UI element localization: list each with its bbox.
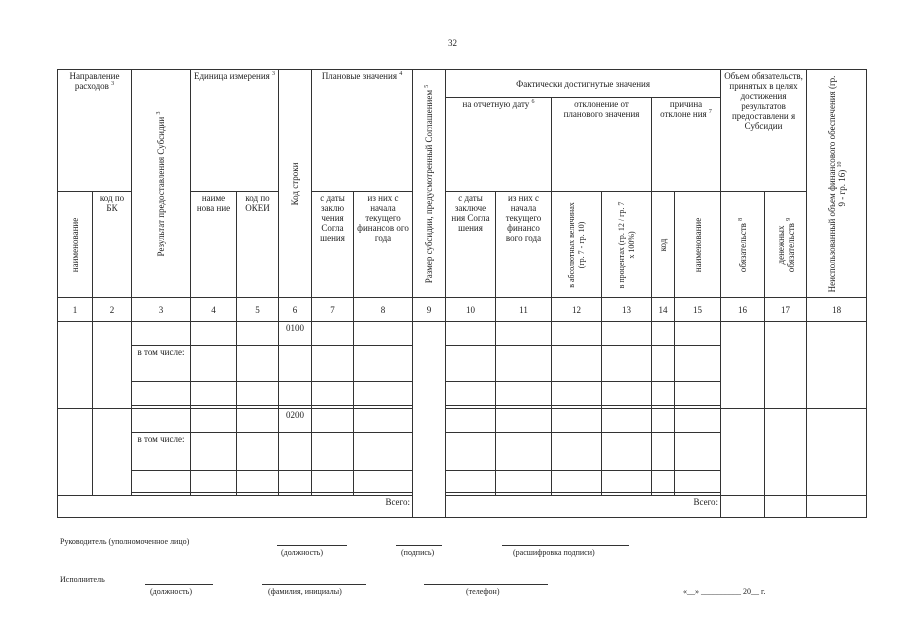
empty-cell: [602, 322, 652, 346]
report-table: [57, 69, 867, 518]
header-kod-bk: код по БК: [93, 192, 132, 298]
podpis-caption: (подпись): [401, 548, 435, 557]
rasshifrovka-caption: (расшифровка подписи): [513, 548, 595, 557]
column-number: 11: [496, 298, 552, 322]
header-edinica: Единица измерения $^3$: [191, 70, 279, 192]
header-prichina-naimenovanie: наименование: [675, 192, 721, 298]
header-v-absolyutnyh: в абсолютных величинах (гр. 7 - гр. 10): [552, 192, 602, 298]
header-denezhnyh: денежных обязательств $^9$: [765, 192, 807, 298]
header-ed-naimenovanie: наиме нова ние: [191, 192, 237, 298]
header-obyazatelstv: обязательств $^8$: [721, 192, 765, 298]
empty-cell: [675, 322, 721, 346]
empty-cell: [191, 409, 237, 433]
column-number: 16: [721, 298, 765, 322]
column-number: 3: [132, 298, 191, 322]
header-s-daty-fact: с даты заключе ния Согла шения: [446, 192, 496, 298]
column-number: 5: [237, 298, 279, 322]
empty-cell: [446, 322, 496, 346]
header-na-otchetnuyu: на отчетную дату $^6$: [446, 98, 552, 192]
header-s-daty-plan: с даты заклю чения Согла шения: [312, 192, 354, 298]
column-number: 4: [191, 298, 237, 322]
column-number: 2: [93, 298, 132, 322]
row-code: 0100: [279, 322, 312, 346]
header-planovye: Плановые значения $^4$: [312, 70, 413, 192]
empty-cell: [721, 322, 765, 409]
empty-cell: [132, 409, 191, 433]
total-label-left: Всего:: [58, 496, 413, 518]
telefon-caption: (телефон): [466, 587, 500, 596]
column-number: 7: [312, 298, 354, 322]
empty-cell: [132, 322, 191, 346]
header-obem: Объем обязательств, принятых в целях достижения результатов предоставлени я Субсидии: [721, 70, 807, 192]
column-number: 6: [279, 298, 312, 322]
empty-cell: [312, 322, 354, 346]
header-iz-nih-plan: из них с начала текущего финансов ого года: [354, 192, 413, 298]
empty-cell: [93, 322, 132, 409]
familiya-caption: (фамилия, инициалы): [268, 587, 342, 596]
column-number: 13: [602, 298, 652, 322]
column-number: 10: [446, 298, 496, 322]
header-napravlenie: Направление расходов $^3$: [58, 70, 132, 192]
ispolnitel-label: Исполнитель: [60, 575, 105, 584]
header-kod-stroki: Код строки: [279, 70, 312, 298]
column-number: 8: [354, 298, 413, 322]
header-kod: код: [652, 192, 675, 298]
empty-cell: [652, 322, 675, 346]
empty-cell: [58, 322, 93, 409]
empty-cell: [93, 409, 132, 496]
column-number: 18: [807, 298, 867, 322]
empty-cell: [413, 322, 446, 518]
header-v-procentah: в процентах (гр. 12 / гр. 7 х 100%): [602, 192, 652, 298]
column-number: 1: [58, 298, 93, 322]
total-row: [58, 496, 867, 518]
table-row: [58, 322, 867, 346]
empty-cell: [496, 322, 552, 346]
podpis-line: [396, 545, 442, 546]
empty-cell: [237, 409, 279, 433]
dolzhnost2-line: [145, 584, 213, 585]
header-fakticheski: Фактически достигнутые значения: [446, 70, 721, 98]
empty-cell: [765, 322, 807, 409]
row-code: 0200: [279, 409, 312, 433]
dolzhnost-line: [277, 545, 347, 546]
empty-cell: [237, 322, 279, 346]
empty-cell: [58, 409, 93, 496]
rasshifrovka-line: [502, 545, 629, 546]
rukovoditel-label: Руководитель (уполномоченное лицо): [60, 537, 190, 546]
telefon-line: [424, 584, 548, 585]
empty-cell: [552, 322, 602, 346]
empty-cell: [807, 322, 867, 409]
header-otklonenie: отклонение от планового значения: [552, 98, 652, 192]
header-prichina: причина отклоне ния $^7$: [652, 98, 721, 192]
header-rezultat: Результат предоставления Субсидии $^3$: [132, 70, 191, 298]
familiya-line: [262, 584, 366, 585]
empty-cell: [354, 322, 413, 346]
column-number: 12: [552, 298, 602, 322]
page-number: 32: [448, 38, 457, 48]
column-number: 15: [675, 298, 721, 322]
header-naimenovanie: наименование: [58, 192, 93, 298]
dolzhnost-caption: (должность): [281, 548, 323, 557]
date-line: «__» __________ 20__ г.: [683, 587, 766, 596]
header-neispolzovanny: Неиспользованный объем финансового обеспечения (гр. 9 - гр. 16) $^{10}$: [807, 70, 867, 298]
column-number: 9: [413, 298, 446, 322]
header-razmer: Размер субсидии, предусмотренный Соглашением $^5$: [413, 70, 446, 298]
v-tom-chisle-label: в том числе:: [132, 433, 191, 471]
table-row: [58, 409, 867, 433]
empty-cell: [191, 322, 237, 346]
header-kod-okei: код по ОКЕИ: [237, 192, 279, 298]
total-label-right: Всего:: [446, 496, 721, 518]
header-iz-nih-fact: из них с начала текущего финансо вого года: [496, 192, 552, 298]
v-tom-chisle-label: в том числе:: [132, 346, 191, 382]
column-numbers-row: [58, 298, 867, 322]
column-number: 17: [765, 298, 807, 322]
dolzhnost2-caption: (должность): [150, 587, 192, 596]
column-number: 14: [652, 298, 675, 322]
